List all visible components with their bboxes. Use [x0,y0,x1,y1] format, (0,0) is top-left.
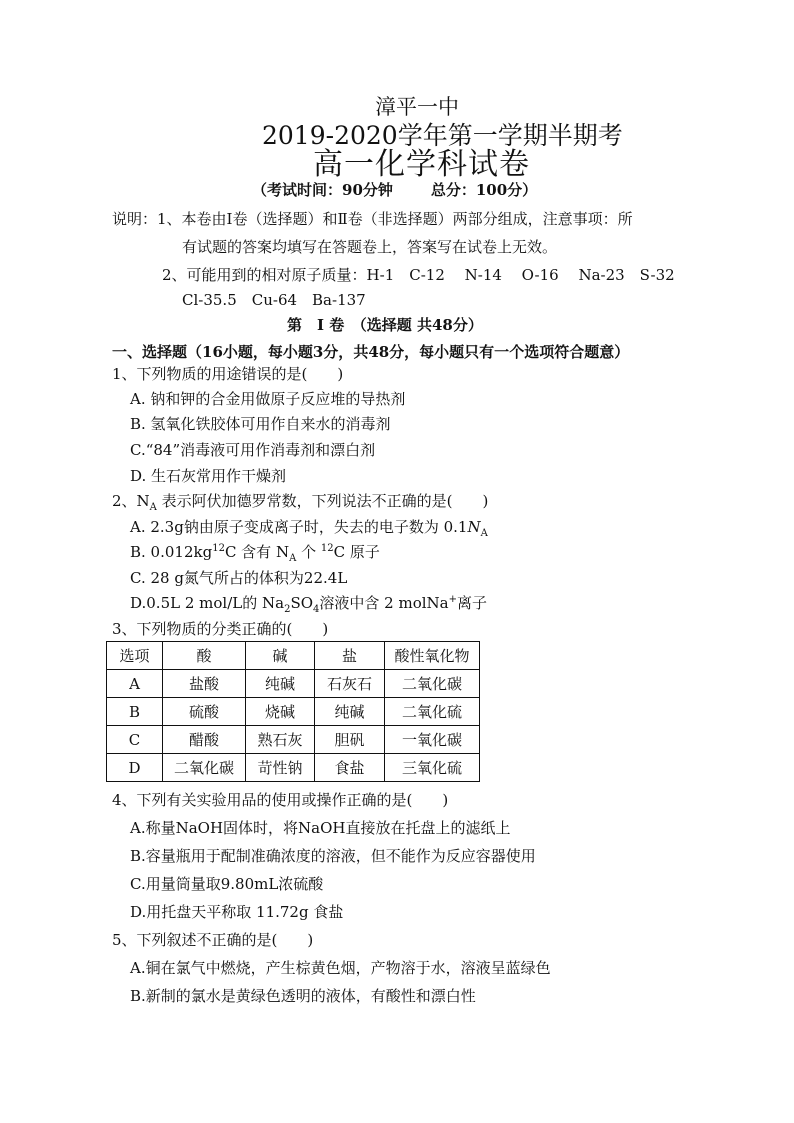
q2-d-sup: + [448,594,457,605]
table-header-cell: 碱 [246,642,315,670]
part-title: 一、选择题（16小题，每小题3分，共48分，每小题只有一个选项符合题意） [112,343,630,361]
table-cell: 苛性钠 [246,754,315,782]
q4-option-d: D.用托盘天平称取 11.72g 食盐 [130,903,344,921]
q1-option-d: D. 生石灰常用作干燥剂 [130,467,287,485]
table-cell: 醋酸 [163,726,246,754]
note-1-line-2: 有试题的答案均填写在答题卷上，答案写在试卷上无效。 [182,238,558,256]
q2-d-mid2: 溶液中含 2 molNa [319,594,449,612]
table-header-cell: 选项 [107,642,163,670]
q2-d-sub1: 2 [284,604,291,615]
q2-stem-sub: A [149,502,157,513]
q4-option-a: A.称量NaOH固体时，将NaOH直接放在托盘上的滤纸上 [130,819,511,837]
table-cell: 食盐 [315,754,385,782]
q2-d-mid: SO [290,594,314,612]
q2-d-sub2: 4 [313,604,320,615]
table-cell: 胆矾 [315,726,385,754]
q2-option-a [130,517,488,537]
classification-table [106,641,480,782]
table-cell: 二氧化碳 [385,670,480,698]
q2-option-b [130,542,380,562]
table-header-row [107,642,480,670]
q2-stem [112,491,488,511]
school-name: 漳平一中 [375,95,459,119]
q1-stem: 1、下列物质的用途错误的是( ) [112,365,344,383]
q3-stem: 3、下列物质的分类正确的( ) [112,620,329,638]
table-cell: 熟石灰 [246,726,315,754]
q1-option-b: B. 氢氧化铁胶体可用作自来水的消毒剂 [130,415,391,433]
table-cell: 一氧化碳 [385,726,480,754]
q4-option-b: B.容量瓶用于配制准确浓度的溶液，但不能作为反应容器使用 [130,847,536,865]
table-cell: 纯碱 [246,670,315,698]
table-header-cell: 酸性氧化物 [385,642,480,670]
q2-d-end: 离子 [456,594,487,612]
exam-info [252,180,537,200]
q2-b-pre: B. 0.012kg [130,543,213,561]
q2-a-sub: A [480,528,488,539]
q2-d-pre: D.0.5L 2 mol/L的 Na [130,594,285,612]
table-cell: 石灰石 [315,670,385,698]
q5-option-b: B.新制的氯水是黄绿色透明的液体，有酸性和漂白性 [130,987,476,1005]
q5-option-a: A.铜在氯气中燃烧，产生棕黄色烟，产物溶于水，溶液呈蓝绿色 [130,959,551,977]
table-row [107,698,480,726]
q2-b-mid2: 个 [296,543,321,561]
table-cell: D [107,754,163,782]
q2-option-c: C. 28 g氮气所占的体积为22.4L [130,569,348,587]
table-row [107,726,480,754]
exam-time: （考试时间：90分钟 [252,181,393,199]
q2-a-n: N [467,518,481,536]
table-header-cell: 盐 [315,642,385,670]
q2-stem-b: 表示阿伏加德罗常数，下列说法不正确的是( ) [156,492,489,510]
exam-score: 总分：100分） [430,181,538,199]
q2-b-end: C 原子 [333,543,380,561]
q2-b-sup: 12 [212,543,225,554]
q2-b-sub: A [289,553,297,564]
q2-b-sup2: 12 [320,543,334,554]
q1-option-c: C.“84”消毒液可用作消毒剂和漂白剂 [130,441,376,459]
q4-option-c: C.用量筒量取9.80mL浓硫酸 [130,875,324,893]
table-cell: 烧碱 [246,698,315,726]
table-cell: 三氧化硫 [385,754,480,782]
q2-b-mid: C 含有 N [224,543,290,561]
table-cell: 二氧化碳 [163,754,246,782]
table-cell: C [107,726,163,754]
note-2-line-1: 2、可能用到的相对原子质量：H-1 C-12 N-14 O-16 Na-23 S-32 [162,266,675,284]
table-cell: B [107,698,163,726]
table-cell: 硫酸 [163,698,246,726]
section-title: 第 Ⅰ 卷 （选择题 共48分） [287,316,483,334]
table-cell: A [107,670,163,698]
table-cell: 盐酸 [163,670,246,698]
q2-stem-a: 2、N [112,492,150,510]
table-header-cell: 酸 [163,642,246,670]
note-2-line-2: Cl-35.5 Cu-64 Ba-137 [182,291,366,309]
note-1-line-1: 说明：1、本卷由Ⅰ卷（选择题）和Ⅱ卷（非选择题）两部分组成，注意事项：所 [112,210,633,228]
q1-option-a: A. 钠和钾的合金用做原子反应堆的导热剂 [130,390,406,408]
table-cell: 二氧化硫 [385,698,480,726]
table-cell: 纯碱 [315,698,385,726]
q2-a-text: A. 2.3g钠由原子变成离子时，失去的电子数为 0.1 [130,518,468,536]
q2-option-d [130,593,487,613]
table-row [107,754,480,782]
table-row [107,670,480,698]
q4-stem: 4、下列有关实验用品的使用或操作正确的是( ) [112,791,449,809]
exam-term: 2019-2020学年第一学期半期考 [262,121,623,150]
exam-subject-title: 高一化学科试卷 [313,147,530,182]
q5-stem: 5、下列叙述不正确的是( ) [112,931,314,949]
